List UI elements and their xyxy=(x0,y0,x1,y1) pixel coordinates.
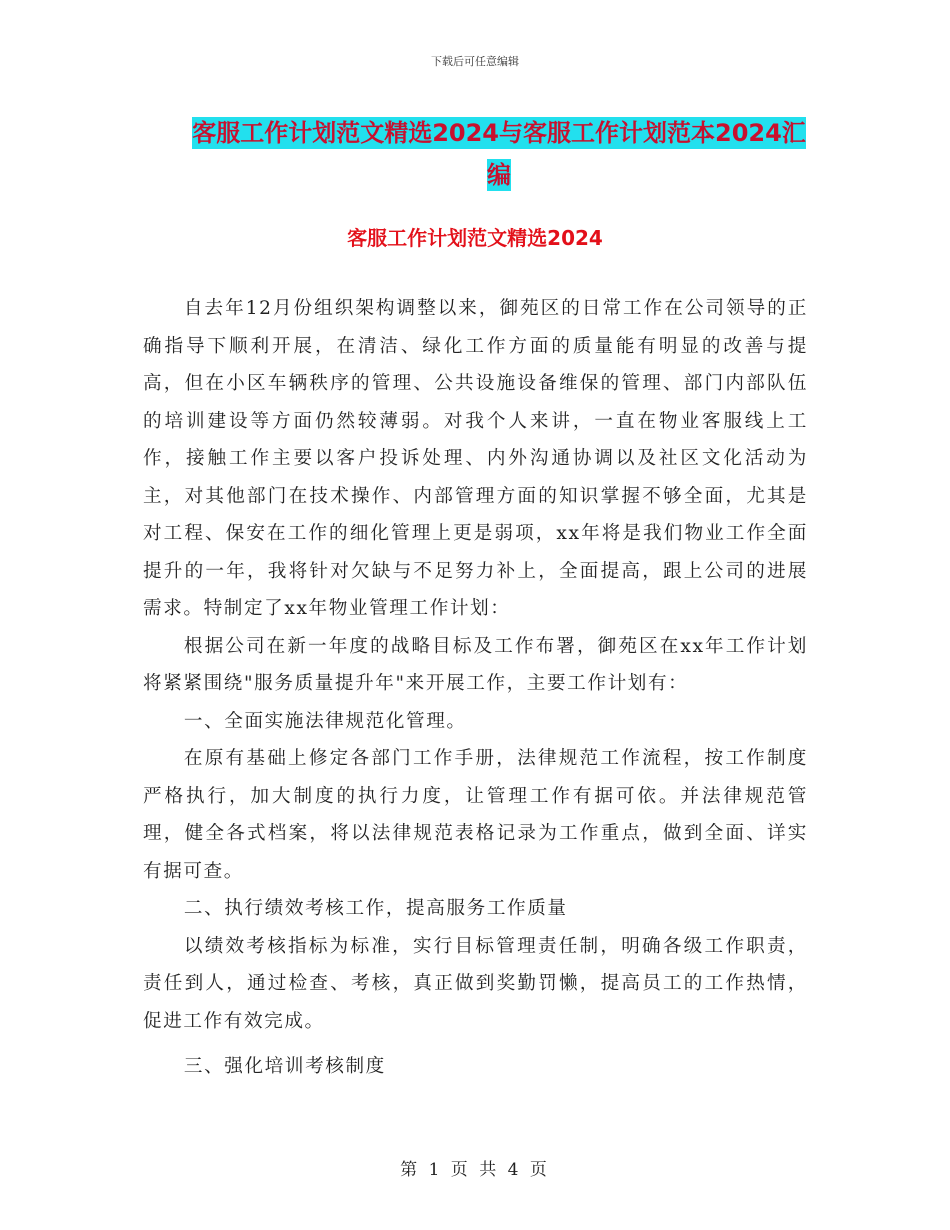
paragraph: 根据公司在新一年度的战略目标及工作布署，御苑区在xx年工作计划将紧紧围绕"服务质量提升年"来开展工作，主要工作计划有： xyxy=(143,635,808,694)
paragraph-heading: 二、执行绩效考核工作，提高服务工作质量 xyxy=(183,898,568,919)
header-note: 下载后可任意编辑 xyxy=(431,55,519,68)
paragraph-heading: 三、强化培训考核制度 xyxy=(183,1056,386,1077)
paragraph: 在原有基础上修定各部门工作手册，法律规范工作流程，按工作制度严格执行，加大制度的执行力度，让管理工作有据可依。并法律规范管理，健全各式档案，将以法律规范表格记录为工作重点，做到全面、详实有据可查。 xyxy=(143,748,808,882)
section-title: 客服工作计划范文精选2024 xyxy=(347,226,603,250)
page-footer: 第 1 页 共 4 页 xyxy=(400,1160,550,1180)
body-text xyxy=(143,290,808,1086)
paragraph: 以绩效考核指标为标准，实行目标管理责任制，明确各级工作职责，责任到人，通过检查、考核，真正做到奖勤罚懒，提高员工的工作热情，促进工作有效完成。 xyxy=(143,935,808,1032)
document-title xyxy=(184,112,814,196)
paragraph: 自去年12月份组织架构调整以来，御苑区的日常工作在公司领导的正确指导下顺利开展，在清洁、绿化工作方面的质量能有明显的改善与提高，但在小区车辆秩序的管理、公共设施设备维保的管理、部门内部队伍的培训建设等方面仍然较薄弱。对我个人来讲，一直在物业客服线上工作，接触工作主要以客户投诉处理、内外沟通协调以及社区文化活动为主，对其他部门在技术操作、内部管理方面的知识掌握不够全面，尤其是对工程、保安在工作的细化管理上更是弱项，xx年将是我们物业工作全面提升的一年，我将针对欠缺与不足努力补上，全面提高，跟上公司的进展需求。特制定了xx年物业管理工作计划： xyxy=(143,298,808,619)
document-title-text: 客服工作计划范文精选2024与客服工作计划范本2024汇编 xyxy=(192,119,806,189)
paragraph-heading: 一、全面实施法律规范化管理。 xyxy=(183,710,467,732)
